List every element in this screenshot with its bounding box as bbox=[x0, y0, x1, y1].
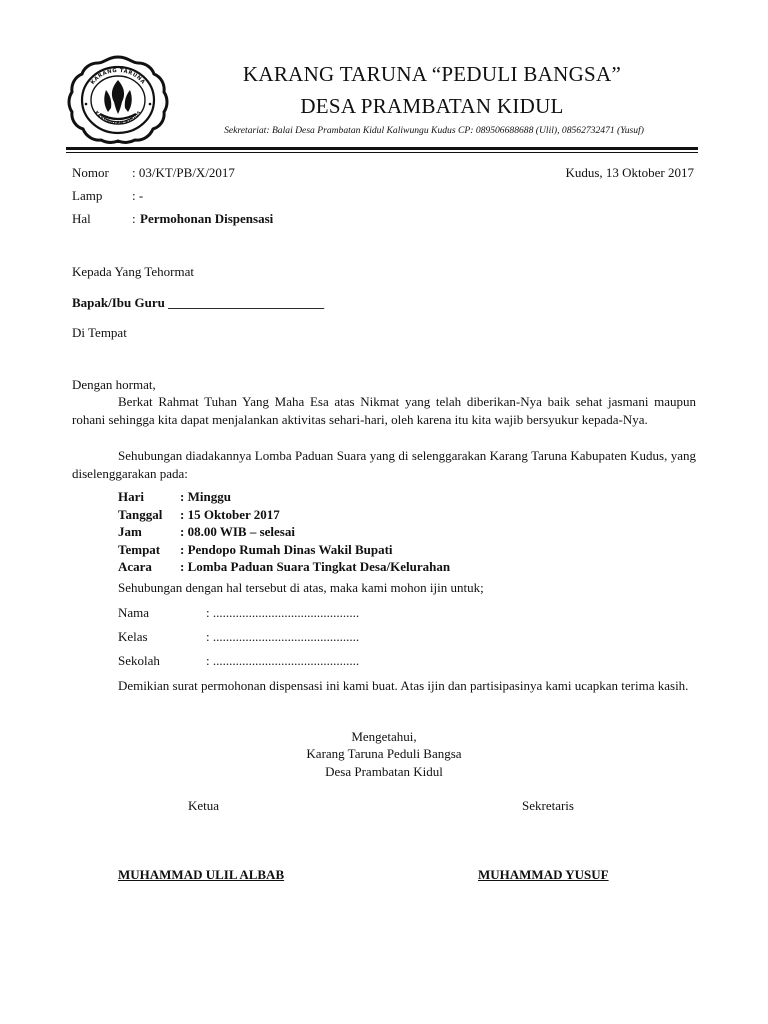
detail-label: Acara bbox=[118, 559, 152, 574]
hal-label: Hal bbox=[72, 211, 91, 226]
paragraph-closing-text: Demikian surat permohonan dispensasi ini kami buat. Atas ijin dan partisipasinya kami ucapkan terima kasih. bbox=[118, 678, 689, 693]
nomor-label: Nomor bbox=[72, 165, 109, 180]
hal-colon: : bbox=[132, 211, 136, 226]
paragraph-event bbox=[72, 447, 696, 483]
recipient-greeting: Kepada Yang Tehormat bbox=[72, 264, 194, 279]
form-blank: : ............................................. bbox=[206, 605, 360, 620]
detail-value: : 15 Oktober 2017 bbox=[180, 506, 280, 522]
form-blank: : ............................................. bbox=[206, 629, 360, 644]
detail-value: : Minggu bbox=[180, 489, 231, 504]
organization-name: KARANG TARUNA “PEDULI BANGSA” bbox=[242, 62, 622, 86]
paragraph-closing bbox=[72, 677, 696, 695]
secretary-name: MUHAMMAD YUSUF bbox=[478, 867, 609, 882]
hal-value: Permohonan Dispensasi bbox=[140, 211, 274, 226]
recipient-place: Di Tempat bbox=[72, 325, 127, 340]
recipient-name: Bapak/Ibu Guru ________________________ bbox=[72, 295, 325, 310]
lamp-value: : - bbox=[132, 188, 144, 203]
detail-label: Tanggal bbox=[118, 506, 163, 522]
salutation: Dengan hormat, bbox=[72, 377, 156, 392]
form-label: Nama bbox=[118, 605, 150, 620]
secretary-title: Sekretaris bbox=[522, 798, 574, 813]
header-divider-thin bbox=[66, 152, 698, 153]
karang-taruna-logo bbox=[66, 54, 170, 144]
detail-label: Tempat bbox=[118, 541, 161, 557]
chairman-title: Ketua bbox=[188, 798, 220, 813]
chairman-name: MUHAMMAD ULIL ALBAB bbox=[118, 867, 285, 882]
lamp-label: Lamp bbox=[72, 188, 103, 203]
nomor-value: : 03/KT/PB/X/2017 bbox=[132, 165, 235, 180]
signature-org-line1: Karang Taruna Peduli Bangsa bbox=[306, 746, 462, 761]
paragraph-opening-text: Berkat Rahmat Tuhan Yang Maha Esa atas Nikmat yang telah diberikan-Nya baik sehat jasmani maupun rohani sehingga kita dapat menjalankan aktivitas sehari-hari, oleh karena itu kita wajib bersyukur kepada-Nya. bbox=[72, 394, 696, 427]
paragraph-event-text: Sehubungan diadakannya Lomba Paduan Suara yang di selenggarakan Karang Taruna Kabupaten Kudus, yang diselenggarakan pada: bbox=[72, 448, 696, 481]
form-blank: : ............................................. bbox=[206, 653, 360, 668]
secretariat-address: Sekretariat: Balai Desa Prambatan Kidul Kaliwungu Kudus CP: 089506688688 (Ulil), 08562732471 (Yusuf) bbox=[224, 125, 644, 136]
svg-text:KARANG TARUNA: KARANG TARUNA bbox=[89, 67, 147, 86]
detail-label: Jam bbox=[118, 524, 142, 539]
signature-org-line2: Desa Prambatan Kidul bbox=[325, 764, 443, 779]
header-divider-thick bbox=[66, 147, 698, 150]
village-name: DESA PRAMBATAN KIDUL bbox=[300, 94, 564, 118]
detail-value: : 08.00 WIB – selesai bbox=[180, 524, 295, 539]
detail-label: Hari bbox=[118, 489, 144, 504]
form-label: Kelas bbox=[118, 629, 148, 644]
acknowledged-label: Mengetahui, bbox=[351, 729, 417, 744]
form-label: Sekolah bbox=[118, 653, 160, 668]
paragraph-opening bbox=[72, 393, 696, 429]
svg-text:KABUPATEN KUDUS: KABUPATEN KUDUS bbox=[93, 110, 143, 127]
detail-value: : Lomba Paduan Suara Tingkat Desa/Kelurahan bbox=[180, 559, 451, 574]
detail-value: : Pendopo Rumah Dinas Wakil Bupati bbox=[180, 541, 393, 557]
letter-date: Kudus, 13 Oktober 2017 bbox=[565, 165, 694, 180]
request-line: Sehubungan dengan hal tersebut di atas, maka kami mohon ijin untuk; bbox=[118, 580, 484, 595]
